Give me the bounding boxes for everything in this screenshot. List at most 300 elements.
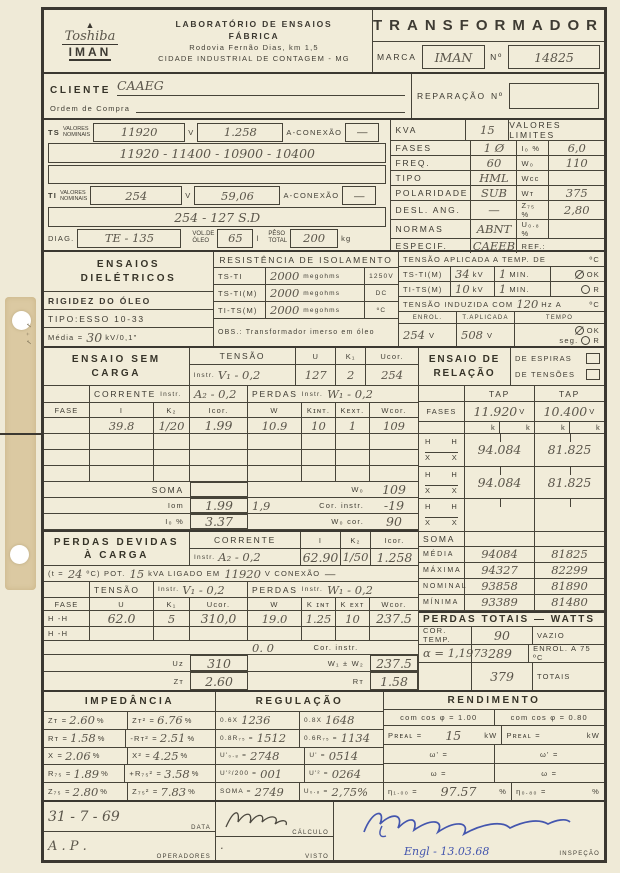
- load-column-headers: [44, 598, 418, 611]
- reg-08r: 1512: [256, 731, 287, 746]
- results-section: [44, 692, 604, 802]
- resistencia-row: [214, 285, 398, 302]
- perdas-totais-row-3: [419, 663, 604, 691]
- normas-value: ABNT: [476, 222, 512, 236]
- vazio-value: 90: [494, 627, 510, 643]
- polaridade-value: SUB: [480, 186, 507, 200]
- w0cor-value: 90: [386, 514, 402, 529]
- r-radio-icon: [581, 285, 590, 294]
- ensaio-sem-title: ENSAIO SEM: [71, 354, 161, 365]
- enrol75-label: ENROL. A 75 ºC: [533, 644, 591, 662]
- wt-limit-label: Wᴛ: [517, 186, 549, 200]
- fase-hh-label: H -H: [44, 611, 90, 626]
- iom-value: 1.99: [205, 498, 233, 513]
- media-value-1: 94084: [481, 547, 518, 561]
- r-label: R: [593, 335, 600, 345]
- r-label: R: [593, 284, 600, 294]
- diag-value: TE - 135: [104, 231, 155, 245]
- kint-value: 10: [311, 418, 326, 433]
- megohms-unit: megohms: [303, 272, 341, 280]
- oleo-value: 65: [228, 231, 243, 245]
- obs-note: OBS.: Transformador imerso em óleo: [218, 329, 375, 336]
- peso-unit: kg: [341, 233, 352, 243]
- megohms-unit: megohms: [303, 306, 341, 314]
- table-row: [391, 120, 604, 141]
- ti-tsm-value: 2000: [270, 303, 300, 317]
- impedancia-title: IMPEDÂNCIA: [44, 692, 215, 712]
- media-unit: kV/0,1": [105, 332, 138, 342]
- ts-current: 1.258: [223, 125, 257, 139]
- wcor-value: 109: [383, 418, 405, 433]
- de-espiras-label: DE ESPIRAS: [515, 353, 573, 363]
- marca-value: IMAN: [434, 49, 473, 65]
- fases-value: 1 Ø: [483, 141, 505, 155]
- wcor-header: Wcor.: [381, 405, 407, 415]
- v-unit: V: [519, 407, 526, 416]
- aplicada-row-1: [399, 267, 604, 282]
- ti-current: 59,06: [221, 188, 254, 203]
- tensao-induzida-title: TENSÃO INDUZIDA COM: [403, 299, 514, 309]
- ucor-header: Ucor.: [190, 598, 248, 610]
- omega-label: ω =: [541, 768, 558, 778]
- empty-taps-box: [48, 165, 386, 184]
- zt-pct: 2.60: [69, 713, 95, 728]
- k2-value: 1/20: [158, 418, 185, 433]
- w0-value: 109: [382, 482, 406, 497]
- espiras-checkbox: [586, 353, 600, 364]
- rt2-pct: 2.51: [159, 731, 186, 746]
- instr-label: Instr.: [194, 553, 216, 561]
- reparacao-label: REPARAÇÃO: [417, 91, 486, 101]
- diag-label: DIAG.: [48, 233, 75, 243]
- ratio-header: [419, 348, 604, 386]
- min-unit: MIN.: [509, 269, 530, 279]
- table-row: [391, 141, 604, 156]
- induzida-r-radio-icon: [581, 336, 590, 345]
- i-value: 39.8: [108, 418, 135, 433]
- instr-label: Instr.: [160, 390, 182, 398]
- enrol75-value: 289: [488, 645, 512, 661]
- taplicada-value: 508: [461, 328, 483, 342]
- polaridade-label: POLARIDADE: [391, 186, 471, 200]
- kint-header: K ɪɴᴛ: [302, 598, 336, 610]
- table-row: [391, 186, 604, 201]
- u-header: U: [296, 348, 335, 365]
- wcor-header: Wcor.: [381, 599, 407, 609]
- ti-tsm-label: TI-TS(M): [214, 302, 266, 318]
- fase-header: FASE: [44, 403, 90, 417]
- k-label: k: [535, 422, 570, 433]
- u08-limit-label: U₀.₈ %: [517, 220, 549, 238]
- ordem-compra-line: [136, 112, 405, 113]
- logo-triangle-icon: ▲: [85, 19, 95, 30]
- regulacao-block: REGULAÇÃO 0.6X 1236 0.8X 1648 0.8R₇₅ = 1512 0.6R₇₅ = 1134 U'₀.₈ = 2748 U' = 0514 U'²/200 = 001 U'² = 0264 SOMA = 2749 U₀.₈ = 2,75%: [216, 692, 384, 800]
- w0-label: W₀: [351, 485, 364, 494]
- table-row: [391, 156, 604, 171]
- w-header: W: [248, 598, 302, 610]
- wt-limit-value: 375: [565, 186, 588, 200]
- inspecao-cell: [334, 802, 604, 860]
- w0-limit-value: 110: [565, 156, 588, 170]
- reparacao-no-label: Nº: [490, 91, 504, 101]
- kv-unit: kV: [472, 269, 484, 279]
- ratio-2-value-2: 81.825: [547, 474, 592, 490]
- reg-soma: 2749: [254, 784, 284, 799]
- ts-conexao-label: A-CONEXÃO: [286, 127, 343, 137]
- minima-value-2: 81480: [551, 595, 588, 609]
- soma-label: SOMA: [419, 532, 465, 546]
- tap-value-row: [419, 402, 604, 422]
- tensao-aplicada-title: TENSÃO APLICADA A TEMP. DE: [403, 254, 547, 264]
- kint-header: Kɪɴᴛ.: [302, 403, 336, 417]
- hz-a-label: Hz A: [541, 299, 562, 309]
- enrol-value: 254: [403, 328, 425, 342]
- lab-line3: Rodovia Fernão Dias, km 1,5: [189, 43, 319, 52]
- fase-header: FASE: [44, 598, 90, 610]
- ratings-section: [44, 120, 604, 252]
- peso-label: PÊSO TOTAL: [268, 231, 288, 244]
- load-instr-row: [44, 582, 418, 598]
- ok-label: OK: [586, 325, 600, 335]
- minima-label: MÍNIMA: [419, 595, 465, 610]
- no-load-column-headers: [44, 403, 418, 418]
- ts-conexao-value: —: [356, 125, 368, 139]
- data-cell: [44, 802, 215, 832]
- no-load-header: [44, 348, 418, 386]
- k1-header: K₁: [154, 598, 190, 610]
- i0-limit-label: I₀ %: [517, 141, 549, 155]
- ratio-media-row: [419, 547, 604, 563]
- zt-value: 2.60: [205, 673, 233, 689]
- aplicada-1-kv: 34: [455, 267, 470, 281]
- inspecao-label: INSPEÇÃO: [559, 851, 600, 857]
- zt-row: [44, 672, 418, 690]
- tap2-value: 10.400: [543, 404, 588, 419]
- ratio-minima-row: [419, 595, 604, 611]
- media-label: Média =: [48, 332, 84, 342]
- rigidez-title: RIGIDEZ DO ÓLEO: [44, 292, 213, 310]
- i0-limit-value: 6,0: [567, 141, 586, 155]
- w0cor-label: W₀ cor.: [331, 517, 364, 526]
- resistencia-row: [214, 268, 398, 285]
- perdas-totais-row-1: [419, 627, 604, 645]
- kext-header: K ᴇxᴛ: [336, 598, 370, 610]
- load-empty-row: [44, 627, 418, 641]
- k1-header: K₁: [336, 348, 365, 365]
- ts-valores-nominais-label: VALORES NOMINAIS: [62, 126, 91, 138]
- w-header: W: [248, 403, 302, 417]
- cor-instr-label: Cor. instr.: [313, 643, 359, 652]
- regulacao-title: REGULAÇÃO: [216, 692, 383, 712]
- tap2-header: TAP: [558, 388, 581, 399]
- tap1-value: 11.920: [473, 404, 518, 419]
- tensao-header: TENSÃO: [190, 348, 296, 365]
- ratio-group-2: H H X X 94.084 81.825: [419, 467, 604, 500]
- tensoes-checkbox: [586, 369, 600, 380]
- wcc-limit-label: Wcc: [517, 171, 549, 185]
- carga-i-value: 62.90: [302, 549, 339, 565]
- kext-header: Kᴇxᴛ.: [336, 403, 370, 417]
- iom-label: Iom: [167, 501, 184, 510]
- kv-unit: kV: [472, 284, 484, 294]
- ti-conexao-value: —: [353, 188, 366, 203]
- k-label: k: [465, 422, 500, 433]
- omega1-label: ω' =: [539, 749, 559, 759]
- i-header: I: [90, 403, 154, 417]
- w-value: 10.9: [261, 418, 288, 433]
- k2-header: K₂: [154, 403, 190, 417]
- aplicada-2-label: TI-TS(M): [399, 282, 451, 296]
- reg-u2-200: 001: [260, 766, 283, 781]
- desl-ang-label: DESL. ANG.: [391, 201, 471, 219]
- reg-08x: 1648: [325, 713, 355, 728]
- fases-header: FASES: [419, 402, 465, 421]
- toshiba-iman-logo: [44, 10, 136, 72]
- oleo-unit: l: [256, 233, 260, 243]
- operadores-label: OPERADORES: [156, 854, 211, 860]
- aplicada-row-2: [399, 282, 604, 297]
- visto-cell: [216, 837, 333, 861]
- induzida-ok-radio-icon: [575, 326, 584, 335]
- w12-value: 237.5: [376, 655, 412, 671]
- empty-data-row: [44, 466, 418, 482]
- resistencia-row: [214, 302, 398, 319]
- margin-scribbles: ✓﹢✓: [24, 322, 32, 348]
- numero-label: Nº: [490, 52, 503, 62]
- visto-label: VISTO: [305, 854, 329, 860]
- visto-value: ·: [220, 841, 224, 856]
- cor-instr-row: [44, 641, 418, 655]
- ratio-maxima-row: [419, 563, 604, 579]
- scan-artifact-line: [0, 433, 41, 435]
- cond-conexao-value: —: [324, 566, 336, 581]
- iom-note: 1,9: [252, 498, 271, 513]
- reg-u2: 0264: [331, 766, 362, 781]
- especif-value: CAEEB: [472, 239, 516, 253]
- r75-pct: 1.89: [73, 766, 100, 781]
- client-section: [44, 74, 604, 120]
- reg-u: 0514: [328, 748, 359, 763]
- carga-corrente-label: CORRENTE: [190, 532, 301, 548]
- ensaios-title: ENSAIOS: [96, 259, 161, 270]
- ratio-soma-row: [419, 532, 604, 547]
- x-pct: 2.06: [65, 748, 91, 763]
- alpha-label: α = 1,1973: [423, 646, 488, 660]
- main-test-section: [44, 348, 604, 692]
- load-loss-header: [44, 530, 418, 566]
- media-value-2: 81825: [551, 547, 588, 561]
- aplicada-1-label: TS-TI(M): [399, 267, 451, 281]
- ucor-value: 254: [381, 368, 404, 382]
- k-label: k: [500, 422, 535, 433]
- soma-row: [44, 482, 418, 498]
- ti-taps: 254 - 127 S.D: [174, 209, 261, 225]
- v-unit: V: [589, 407, 596, 416]
- cliente-value: CAAEG: [116, 78, 164, 93]
- load-data-row: [44, 611, 418, 627]
- aplicada-2-kv: 10: [455, 282, 470, 296]
- characteristics-table: [391, 120, 604, 253]
- tipo-label: TIPO: [391, 171, 471, 185]
- omega-label: ω =: [384, 764, 495, 782]
- ratio-group-3: H H X X: [419, 499, 604, 532]
- uz-value: 310: [207, 655, 231, 671]
- preal1-value: 15: [445, 727, 462, 743]
- instr-label: Instr.: [301, 390, 324, 398]
- cond-conexao-label: V CONEXÃO: [264, 569, 321, 578]
- ti-valores-nominais-label: VALORES NOMINAIS: [60, 189, 88, 202]
- fase-hh-label: H -H: [44, 627, 90, 640]
- media-value: 30: [86, 329, 103, 345]
- calculo-signature: [220, 807, 290, 831]
- eta1-value: 97.57: [440, 784, 477, 799]
- ti-conexao-label: A-CONEXÃO: [283, 191, 340, 200]
- rigidez-tipo: TIPO:ESSO 10-33: [44, 310, 213, 328]
- v-unit: V: [428, 330, 436, 340]
- reg-u08-final: 2,75%: [331, 784, 369, 799]
- i0-value: 3.37: [205, 514, 233, 529]
- laboratory-address-block: [136, 10, 372, 72]
- carga-k1-value: 5: [167, 611, 176, 626]
- tensao-aplicada-header: T.APLICADA: [457, 312, 515, 323]
- especif-label: ESPECIF.: [391, 239, 471, 253]
- cor-instr-label: Cor. instr.: [319, 501, 364, 510]
- table-row: [391, 201, 604, 220]
- carga-icor-value: 1.258: [376, 549, 413, 565]
- min-unit: MIN.: [509, 284, 530, 294]
- uz-label: Uᴢ: [172, 658, 184, 668]
- form-header: [44, 10, 604, 74]
- lab-line4: CIDADE INDUSTRIAL DE CONTAGEM - MG: [158, 54, 350, 63]
- carga-u-value: 62.0: [107, 611, 136, 626]
- ratio-1-value-1: 94.084: [477, 442, 522, 458]
- celsius-unit: ºC: [589, 299, 600, 309]
- vazio-label: VAZIO: [537, 630, 565, 640]
- ordem-compra-label: Ordem de Compra: [50, 104, 131, 113]
- media-label: MÉDIA: [419, 547, 465, 562]
- oleo-label: VOL.DE ÓLEO: [192, 231, 215, 244]
- peso-value: 200: [303, 231, 326, 245]
- freq-value: 60: [486, 156, 502, 170]
- rt-label: Rᴛ: [352, 676, 364, 686]
- zero-note: 0. 0: [252, 640, 274, 655]
- ok-radio-icon: [575, 270, 584, 279]
- tap1-header: TAP: [465, 386, 535, 401]
- z75-limit-label: Z₇₅ %: [517, 201, 549, 219]
- a-carga-title: À CARGA: [84, 549, 149, 561]
- x2-pct: 4.25: [152, 748, 179, 763]
- perdas-totais-title: PERDAS TOTAIS — WATTS: [419, 611, 604, 627]
- reg-u08: 2748: [250, 748, 280, 763]
- w12-label: W₁ ± W₂: [327, 658, 364, 668]
- carga-tensao-instr: V₁ - 0,2: [182, 582, 225, 597]
- rendimento-title: RENDIMENTO: [384, 692, 604, 710]
- perdas-devidas-title: PERDAS DEVIDAS: [53, 536, 180, 548]
- form-title: TRANSFORMADOR: [373, 10, 604, 42]
- cond-c-label: ºC) POT.: [86, 569, 126, 578]
- ok-label: OK: [586, 269, 600, 279]
- induzida-value-row: [399, 324, 604, 346]
- carga-icor-header: Icor.: [384, 535, 405, 545]
- totais-label: TOTAIS: [537, 671, 571, 681]
- kva-value: 15: [480, 123, 495, 137]
- cliente-label: CLIENTE: [50, 85, 111, 96]
- relacao-title: RELAÇÃO: [433, 368, 496, 379]
- w0-limit-label: W₀: [517, 156, 549, 170]
- i0-row: [44, 514, 418, 530]
- dc-label: DC: [364, 285, 398, 301]
- cor-instr-value: -19: [383, 498, 405, 513]
- operadores-value: A . P .: [48, 838, 87, 854]
- k-header-row: [419, 422, 604, 434]
- ts-ti-value: 2000: [270, 269, 300, 283]
- celsius-label: ºC: [364, 302, 398, 318]
- calculo-cell: [216, 802, 333, 837]
- no-load-data-row: [44, 418, 418, 434]
- load-condition-row: [44, 566, 418, 582]
- test-voltage-label: 1250V: [364, 268, 398, 284]
- carga-i-header: I: [301, 532, 341, 548]
- empty-data-row: [44, 450, 418, 466]
- cor-temp-label: COR. TEMP.: [423, 626, 451, 644]
- ti-voltage: 254: [125, 188, 148, 203]
- perdas-label: PERDAS: [252, 389, 298, 399]
- tap-header-row: [419, 386, 604, 402]
- carga-ucor-value: 310,0: [200, 611, 237, 626]
- zt-label: Zᴛ: [173, 676, 184, 686]
- perdas-instr-value: W₁ - 0,2: [327, 387, 373, 401]
- carga-kext-value: 10: [345, 611, 360, 626]
- ref-label: REF.:: [521, 241, 546, 251]
- omega1-label: ω' =: [384, 745, 495, 763]
- induzida-header-row: [399, 312, 604, 324]
- aplicada-1-min: 1: [499, 267, 507, 281]
- numero-value: 14825: [534, 49, 574, 65]
- fases-label: FASES: [391, 141, 471, 155]
- table-row: [391, 171, 604, 186]
- desl-ang-value: —: [488, 203, 500, 217]
- normas-label: NORMAS: [391, 220, 471, 238]
- impedancia-block: IMPEDÂNCIA Zᴛ = 2.60 % Zᴛ² = 6.76 % Rᴛ = 1.58 % -Rᴛ² = 2.51 % X = 2.06 % X² = 4.25 % R₇₅ = 1.89 % +R₇₅² = 3.58 % Z₇₅ = 2.80 % Z₇₅² = 7.83 %: [44, 692, 216, 800]
- iom-row: [44, 498, 418, 514]
- minima-value-1: 93389: [481, 595, 518, 609]
- ts-label: TS: [48, 127, 60, 137]
- nominal-label: NOMINAL: [419, 579, 465, 594]
- induzida-hz-value: 120: [516, 297, 539, 311]
- v-unit: V: [486, 330, 494, 340]
- ratio-2-value-1: 94.084: [477, 474, 522, 490]
- celsius-unit: ºC: [589, 254, 600, 264]
- carga-k2-value: 1/50: [342, 550, 369, 564]
- resistencia-title: RESISTÊNCIA DE ISOLAMENTO: [214, 252, 398, 268]
- z752-pct: 7.83: [160, 784, 187, 799]
- signature-section: [44, 802, 604, 860]
- transformer-test-report-form: [41, 7, 607, 863]
- maxima-value-1: 94327: [481, 563, 518, 577]
- carga-perdas-label: PERDAS: [252, 584, 298, 595]
- carga-k2-header: K₂: [341, 532, 371, 548]
- empty-data-row: [44, 434, 418, 450]
- ti-label: TI: [48, 191, 58, 200]
- table-row: [391, 239, 604, 253]
- carga-title: CARGA: [91, 368, 142, 379]
- zt2-pct: 6.76: [157, 713, 183, 728]
- carga-perdas-instr: W₁ - 0,2: [327, 582, 373, 597]
- reparacao-value-box: [509, 83, 599, 109]
- calculo-label: CÁLCULO: [292, 829, 329, 836]
- de-tensoes-label: DE TENSÕES: [515, 370, 576, 380]
- cos08-header: com cos φ = 0.80: [510, 713, 588, 722]
